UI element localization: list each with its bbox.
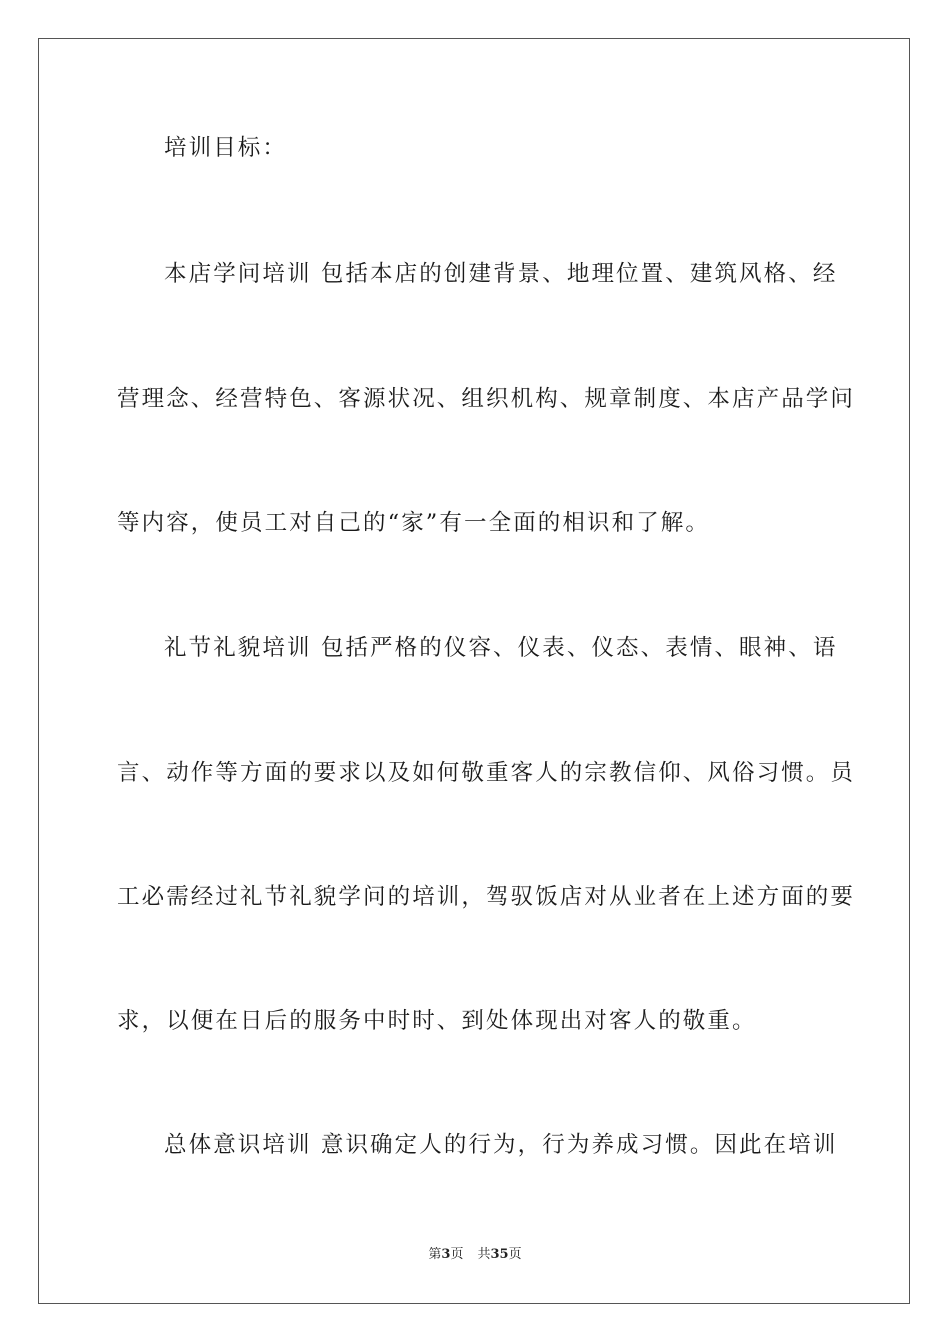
paragraph-line: 营理念、经营特色、客源状况、组织机构、规章制度、本店产品学问 bbox=[117, 386, 856, 412]
heading-training-goals: 培训目标： bbox=[164, 135, 288, 161]
paragraph-line: 工必需经过礼节礼貌学问的培训，驾驭饭店对从业者在上述方面的要 bbox=[117, 884, 856, 910]
footer-total-prefix: 共 bbox=[477, 1247, 491, 1262]
paragraph-line: 求，以便在日后的服务中时时、到处体现出对客人的敬重。 bbox=[117, 1008, 757, 1034]
paragraph-line: 本店学问培训 包括本店的创建背景、地理位置、建筑风格、经 bbox=[164, 261, 838, 287]
footer-page-number: 3 bbox=[441, 1247, 451, 1262]
page-border bbox=[38, 38, 910, 1304]
paragraph-line: 礼节礼貌培训 包括严格的仪容、仪表、仪态、表情、眼神、语 bbox=[164, 635, 838, 661]
page-footer bbox=[0, 1247, 950, 1263]
paragraph-line: 总体意识培训 意识确定人的行为，行为养成习惯。因此在培训 bbox=[164, 1132, 838, 1158]
footer-page-suffix: 页 bbox=[450, 1247, 464, 1262]
paragraph-line: 等内容，使员工对自己的“家”有一全面的相识和了解。 bbox=[117, 510, 711, 536]
paragraph-line: 言、动作等方面的要求以及如何敬重客人的宗教信仰、风俗习惯。员 bbox=[117, 760, 856, 786]
footer-total-number: 35 bbox=[490, 1247, 509, 1262]
footer-page-prefix: 第 bbox=[428, 1247, 442, 1262]
footer-total-suffix: 页 bbox=[508, 1247, 522, 1262]
